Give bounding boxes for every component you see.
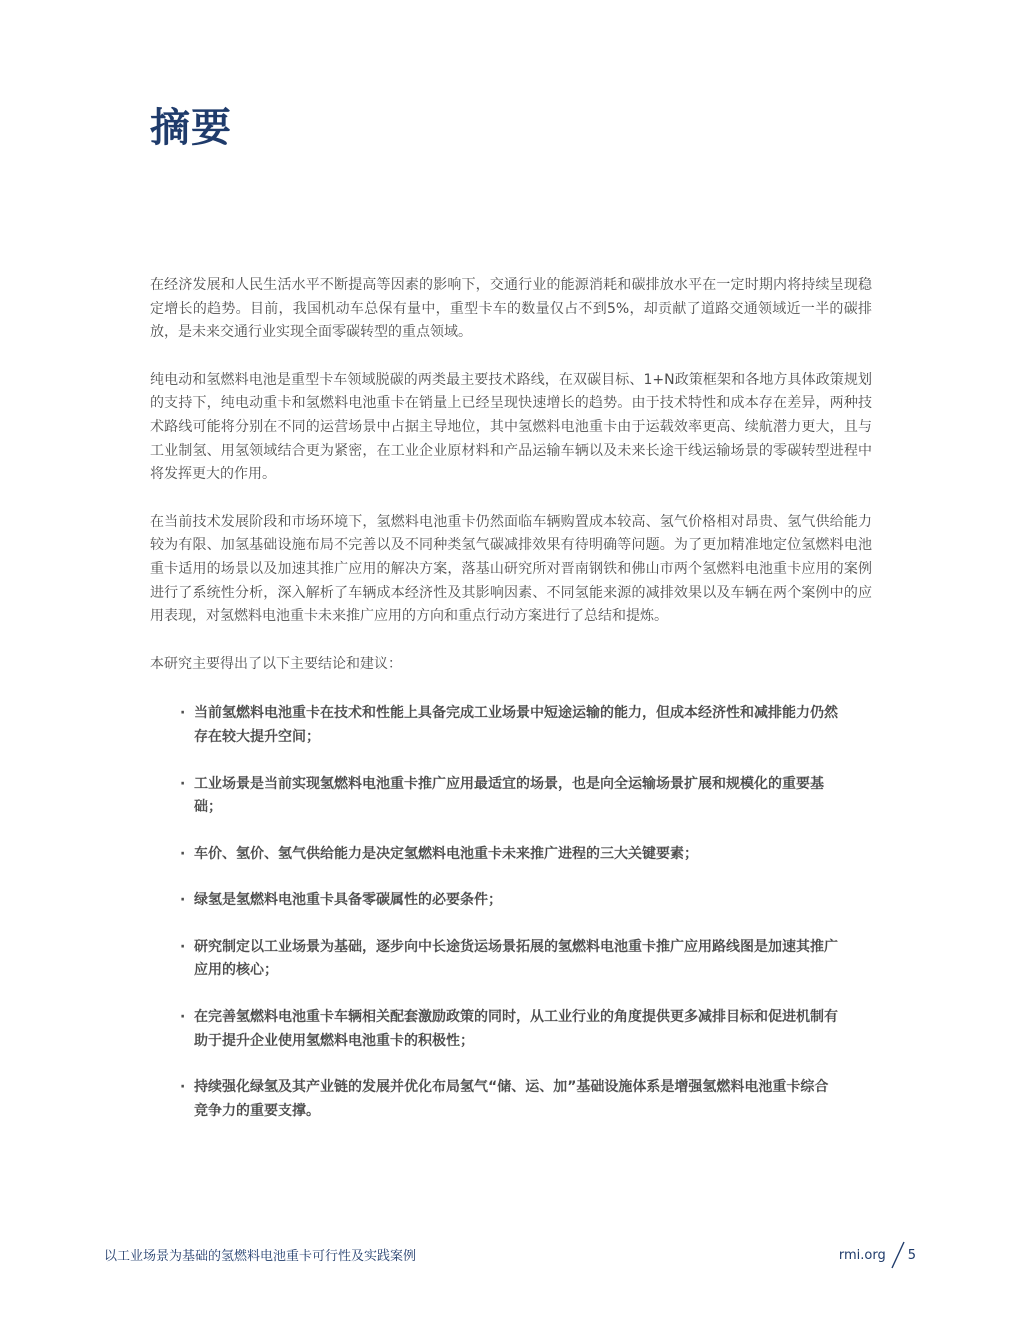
conclusion-item [180,936,840,983]
conclusion-text: 工业场景是当前实现氢燃料电池重卡推广应用最适宜的场景，也是向全运输场景扩展和规模化的重要基础； [194,775,824,816]
conclusion-text: 当前氢燃料电池重卡在技术和性能上具备完成工业场景中短途运输的能力，但成本经济性和减排能力仍然存在较大提升空间； [194,705,838,745]
bullet-dot-icon: · [180,892,186,909]
bullet-dot-icon: · [180,845,186,862]
bullet-dot-icon: · [180,1079,186,1096]
body-paragraph-1: 在经济发展和人民生活水平不断提高等因素的影响下，交通行业的能源消耗和碳排放水平在一定时期内将持续呈现稳定增长的趋势。目前，我国机动车总保有量中，重型卡车的数量仅占不到5%，却贡献了道路交通领域近一半的碳排放，是未来交通行业实现全面零碳转型的重点领域。 [150,277,872,341]
bullet-dot-icon: · [180,705,186,722]
slash-divider-icon [890,1241,906,1269]
conclusion-text: 在完善氢燃料电池重卡车辆相关配套激励政策的同时，从工业行业的角度提供更多减排目标和促进机制有助于提升企业使用氢燃料电池重卡的积极性； [194,1009,838,1049]
body-paragraph-3: 在当前技术发展阶段和市场环境下，氢燃料电池重卡仍然面临车辆购置成本较高、氢气价格相对昂贵、氢气供给能力较为有限、加氢基础设施布局不完善以及不同种类氢气碳减排效果有待明确等问题。为了更加精准地定位氢燃料电池重卡适用的场景以及加速其推广应用的解决方案，落基山研究所对晋南钢铁和佛山市两个氢燃料电池重卡应用的案例进行了系统性分析，深入解析了车辆成本经济性及其影响因素、不同氢能来源的减排效果以及车辆在两个案例中的应用表现，对氢燃料电池重卡未来推广应用的方向和重点行动方案进行了总结和提炼。 [150,513,872,625]
conclusion-item [180,1006,840,1053]
conclusions-intro: 本研究主要得出了以下主要结论和建议： [150,655,402,672]
bullet-dot-icon: · [180,775,186,792]
page-number: 5 [907,1247,916,1263]
conclusion-text: 车价、氢价、氢气供给能力是决定氢燃料电池重卡未来推广进程的三大关键要素； [194,845,698,862]
bullet-dot-icon: · [180,938,186,955]
conclusion-item [180,889,840,913]
conclusion-item [180,773,840,820]
conclusion-item [180,843,840,867]
conclusion-text: 研究制定以工业场景为基础，逐步向中长途货运场景拓展的氢燃料电池重卡推广应用路线图是加速其推广应用的核心； [194,938,838,979]
conclusion-item [180,702,840,749]
footer-report-title: 以工业场景为基础的氢燃料电池重卡可行性及实践案例 [104,1249,417,1264]
conclusion-text: 持续强化绿氢及其产业链的发展并优化布局氢气“储、运、加”基础设施体系是增强氢燃料电池重卡综合竞争力的重要支撑。 [194,1079,829,1119]
page-title: 摘要 [150,105,232,151]
body-paragraph-2: 纯电动和氢燃料电池是重型卡车领域脱碳的两类最主要技术路线，在双碳目标、1+N政策框架和各地方具体政策规划的支持下，纯电动重卡和氢燃料电池重卡在销量上已经呈现快速增长的趋势。由于技术特性和成本存在差异，两种技术路线可能将分别在不同的运营场景中占据主导地位，其中氢燃料电池重卡由于运载效率更高、续航潜力更大，且与工业制氢、用氢领域结合更为紧密，在工业企业原材料和产品运输车辆以及未来长途干线运输场景的零碳转型进程中将发挥更大的作用。 [150,371,872,483]
conclusions-list [150,702,840,1123]
main-content [150,274,872,1146]
footer-page-info [839,1241,916,1269]
conclusion-item [180,1076,840,1123]
conclusion-text: 绿氢是氢燃料电池重卡具备零碳属性的必要条件； [194,892,502,909]
footer-site-link[interactable]: rmi.org [838,1247,886,1263]
bullet-dot-icon: · [180,1009,186,1026]
